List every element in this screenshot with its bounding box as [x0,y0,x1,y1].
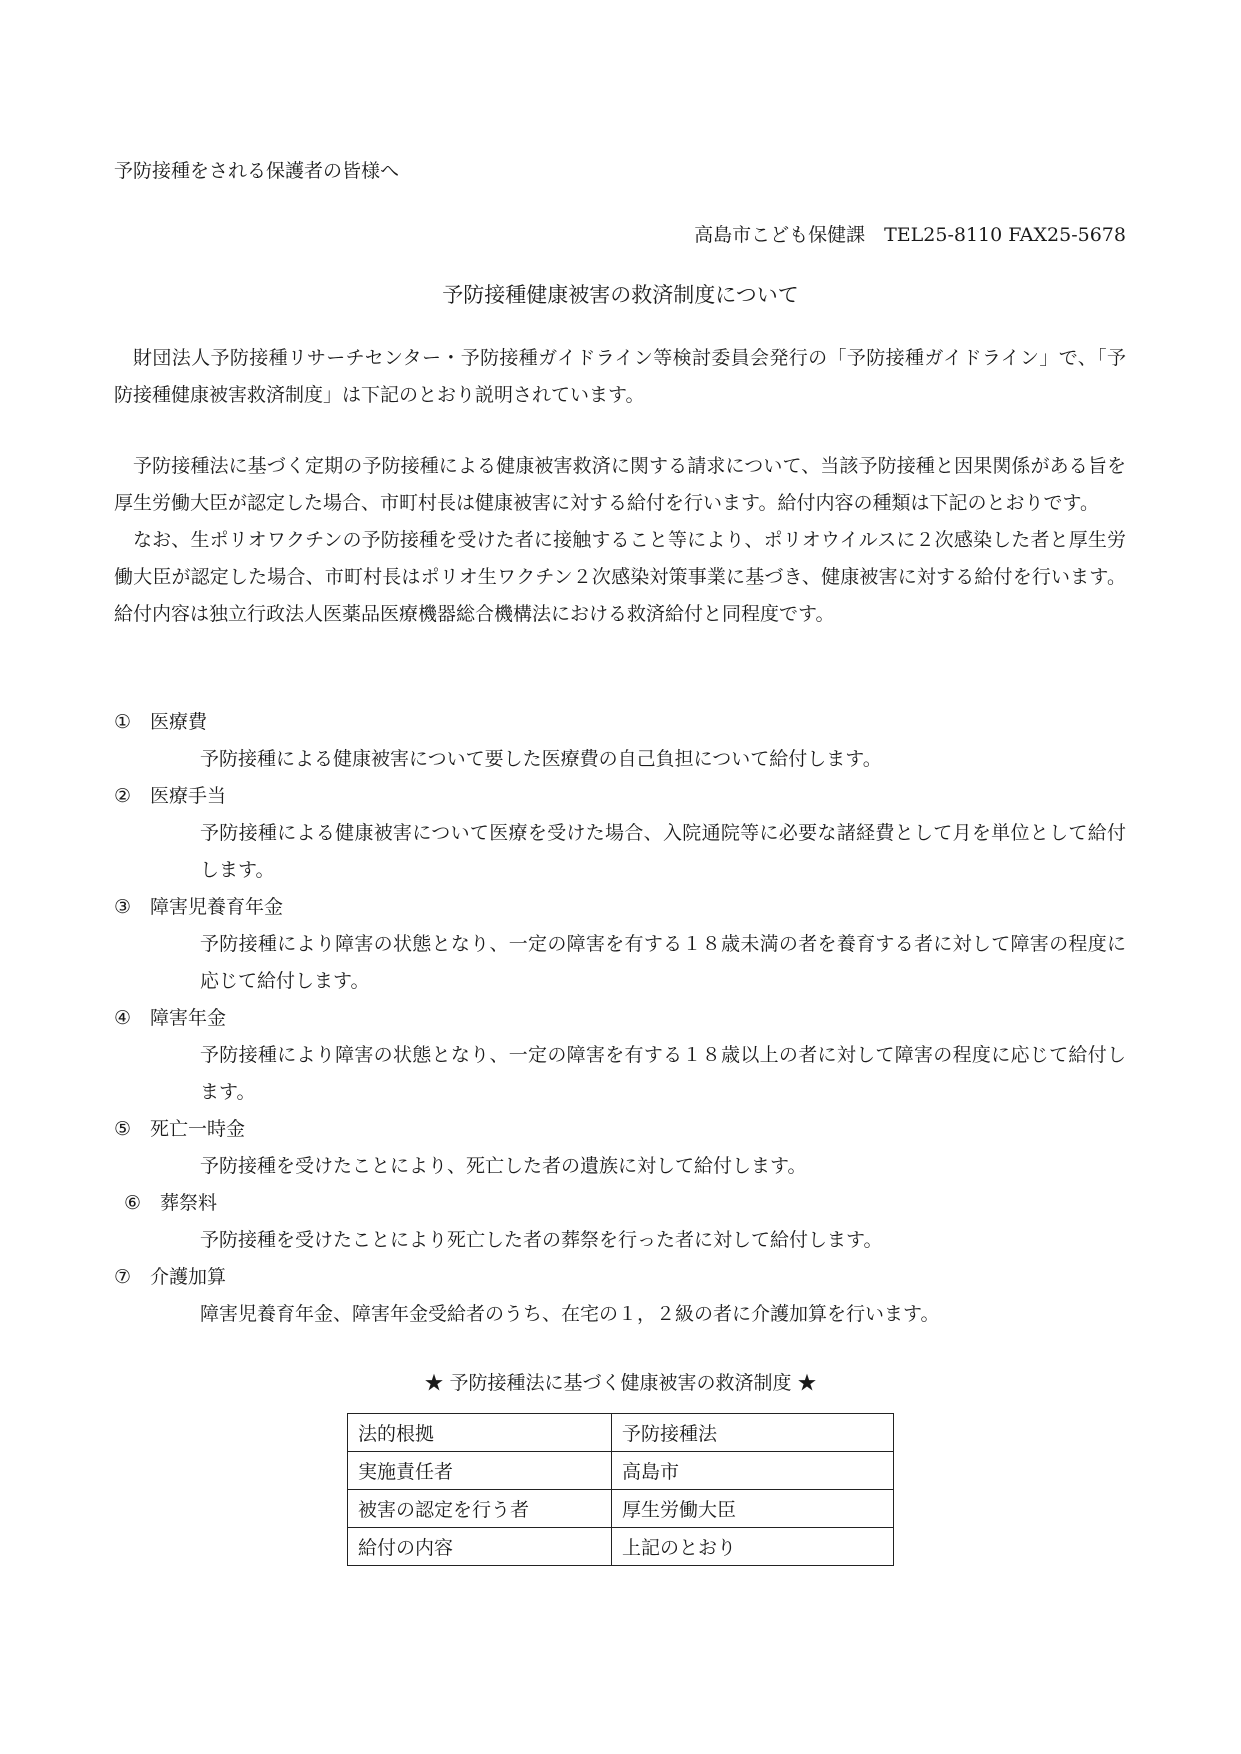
benefit-description: 予防接種による健康被害について医療を受けた場合、入院通院等に必要な諸経費として月を単位として給付します。 [200,822,1126,881]
recipient-line: 予防接種をされる保護者の皆様へ [114,160,400,182]
benefit-number: ① [114,711,132,733]
benefit-name: 葬祭料 [160,1192,218,1214]
benefit-heading [114,1000,1126,1037]
benefit-description: 予防接種により障害の状態となり、一定の障害を有する１８歳未満の者を養育する者に対して障害の程度に応じて給付します。 [200,933,1126,992]
benefit-item [114,1111,1126,1185]
table-value-cell: 厚生労働大臣 [612,1490,894,1528]
benefit-description: 予防接種により障害の状態となり、一定の障害を有する１８歳以上の者に対して障害の程度に応じて給付します。 [200,1044,1126,1103]
relief-system-table [347,1413,894,1566]
table-caption: ★ 予防接種法に基づく健康被害の救済制度 ★ [424,1372,817,1394]
benefit-number: ⑥ [124,1192,142,1214]
benefit-heading [114,1185,1126,1222]
benefit-item [114,1185,1126,1259]
benefit-name: 医療手当 [150,785,227,807]
benefit-description: 障害児養育年金、障害年金受給者のうち、在宅の１，２級の者に介護加算を行います。 [200,1303,940,1325]
table-value-cell: 予防接種法 [612,1414,894,1452]
table-row [348,1414,894,1452]
table-key-cell: 法的根拠 [348,1414,612,1452]
benefit-number: ④ [114,1007,132,1029]
benefit-item [114,778,1126,889]
benefit-number: ⑤ [114,1118,132,1140]
table-key-cell: 被害の認定を行う者 [348,1490,612,1528]
table-row [348,1452,894,1490]
benefit-name: 医療費 [150,711,208,733]
table-key-cell: 給付の内容 [348,1528,612,1566]
benefit-number: ⑦ [114,1266,132,1288]
benefit-item [114,1000,1126,1111]
benefit-list [114,704,1126,1333]
table-key-cell: 実施責任者 [348,1452,612,1490]
benefit-heading [114,889,1126,926]
table-row [348,1528,894,1566]
body-paragraph-2: なお、生ポリオワクチンの予防接種を受けた者に接触すること等により、ポリオウイルスに２次感染した者と厚生労働大臣が認定した場合、市町村長はポリオ生ワクチン２次感染対策事業に基づき、健康被害に対する給付を行います。給付内容は独立行政法人医薬品医療機器総合機構法における救済給付と同程度です。 [114,529,1126,625]
benefit-name: 障害年金 [150,1007,227,1029]
benefit-description: 予防接種を受けたことにより死亡した者の葬祭を行った者に対して給付します。 [200,1229,883,1251]
benefit-heading [114,704,1126,741]
benefit-name: 介護加算 [150,1266,227,1288]
benefit-heading [114,1111,1126,1148]
sender-contact: 高島市こども保健課 TEL25-8110 FAX25-5678 [694,224,1126,246]
benefit-name: 死亡一時金 [150,1118,246,1140]
benefit-heading [114,778,1126,815]
intro-text: 財団法人予防接種リサーチセンター・予防接種ガイドライン等検討委員会発行の「予防接種ガイドライン」で、「予防接種健康被害救済制度」は下記のとおり説明されています。 [114,347,1126,406]
benefit-number: ③ [114,896,132,918]
benefit-item [114,704,1126,778]
body-paragraph-1: 予防接種法に基づく定期の予防接種による健康被害救済に関する請求について、当該予防接種と因果関係がある旨を厚生労働大臣が認定した場合、市町村長は健康被害に対する給付を行います。給付内容の種類は下記のとおりです。 [114,455,1126,514]
benefit-description: 予防接種を受けたことにより、死亡した者の遺族に対して給付します。 [200,1155,807,1177]
table-value-cell: 上記のとおり [612,1528,894,1566]
benefit-description: 予防接種による健康被害について要した医療費の自己負担について給付します。 [200,748,882,770]
table-value-cell: 高島市 [612,1452,894,1490]
benefit-heading [114,1259,1126,1296]
benefit-item [114,889,1126,1000]
document-title: 予防接種健康被害の救済制度について [442,283,799,307]
body-section [114,448,1126,633]
benefit-item [114,1259,1126,1333]
table-row [348,1490,894,1528]
benefit-name: 障害児養育年金 [150,896,284,918]
intro-paragraph [114,340,1126,414]
benefit-number: ② [114,785,132,807]
